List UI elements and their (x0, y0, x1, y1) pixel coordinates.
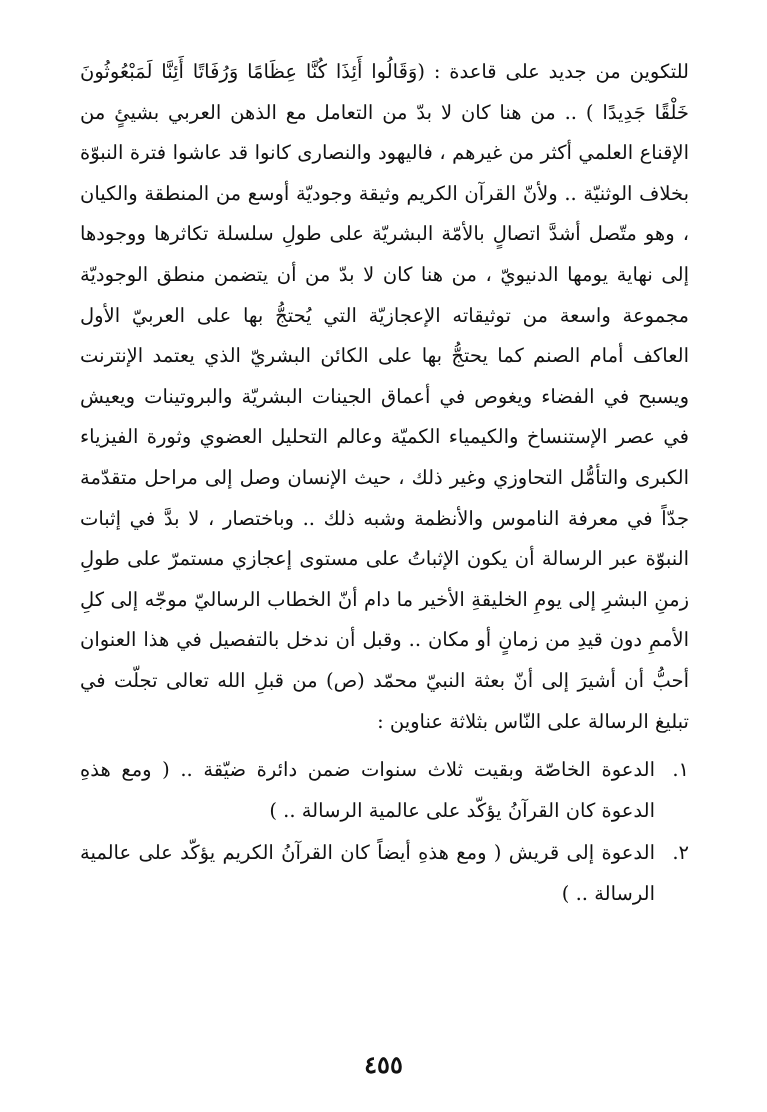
page-number: ٤٥٥ (364, 1050, 403, 1079)
list-item-text: الدعوة إلى قريش ( ومع هذهِ أيضاً كان القرآنُ الكريم يؤكّد على عالمية الرسالة .. ) (80, 841, 655, 905)
list-item-text: الدعوة الخاصّة وبقيت ثلاث سنوات ضمن دائرة ضيّقة .. ( ومع هذهِ الدعوة كان القرآنُ يؤكّد على عالمية الرسالة .. ) (80, 758, 655, 822)
numbered-list (80, 750, 689, 914)
list-item-number: ٢. (672, 841, 689, 865)
body-paragraph: للتكوين من جديد على قاعدة : (وَقَالُوا أَئِذَا كُنَّا عِظَامًا وَرُفَاتًا أَئِنَّا لَمَبْعُوثُونَ خَلْقًا جَدِيدًا ) .. من هنا كان لا بدّ من التعامل مع الذهن العربي بشيئٍ من الإقناع العلمي أكثر من غيرهم ، فاليهود والنصارى كانوا قد عاشوا فترة النبوّة بخلاف الوثنيّة .. ولأنّ القرآن الكريم وثيقة وجوديّة أوسع من المنطقة والكيان ، وهو متّصل أشدَّ اتصالٍ بالأمّة البشريّة على طولِ سلسلة تكاثرها ووجودها إلى نهاية يومها الدنيويّ ، من هنا كان لا بدّ من أن يتضمن منطق الوجوديّة مجموعة واسعة من توثيقاته الإعجازيّة التي يُحتجُّ بها على العربيّ الأول العاكف أمام الصنم كما يحتجُّ بها على الكائن البشريّ الذي يعتمد الإنترنت ويسبح في الفضاء ويغوص في أعماق الجينات البشريّة والبروتينات ويعيش في عصر الإستنساخ والكيمياء الكميّة وعالم التحليل العضوي وثورة الفيزياء الكبرى والتأمُّل التحاوزي وغير ذلك ، حيث الإنسان وصل إلى مراحل متقدّمة جدّاً في معرفة الناموس والأنظمة وشبه ذلك .. وباختصار ، لا بدَّ في إثبات النبوّة عبر الرسالة أن يكون الإثباتُ على مستوى إعجازي مستمرّ على طولِ زمنِ البشرِ إلى يومِ الخليقةِ الأخير ما دام أنّ الخطاب الرساليّ موجّه إلى كلِ الأممِ دون قيدِ من زمانٍ أو مكان .. وقبل أن ندخل بالتفصيل في هذا العنوان أحبُّ أن أشيرَ إلى أنّ بعثة النبيّ محمّد (ص) من قبلِ الله تعالى تجلّت في تبليغ الرسالة على النّاس بثلاثة عناوين : (80, 60, 689, 733)
page-body (80, 52, 689, 916)
list-item-number: ١. (672, 758, 689, 782)
list-item (80, 833, 689, 914)
list-item (80, 750, 689, 831)
